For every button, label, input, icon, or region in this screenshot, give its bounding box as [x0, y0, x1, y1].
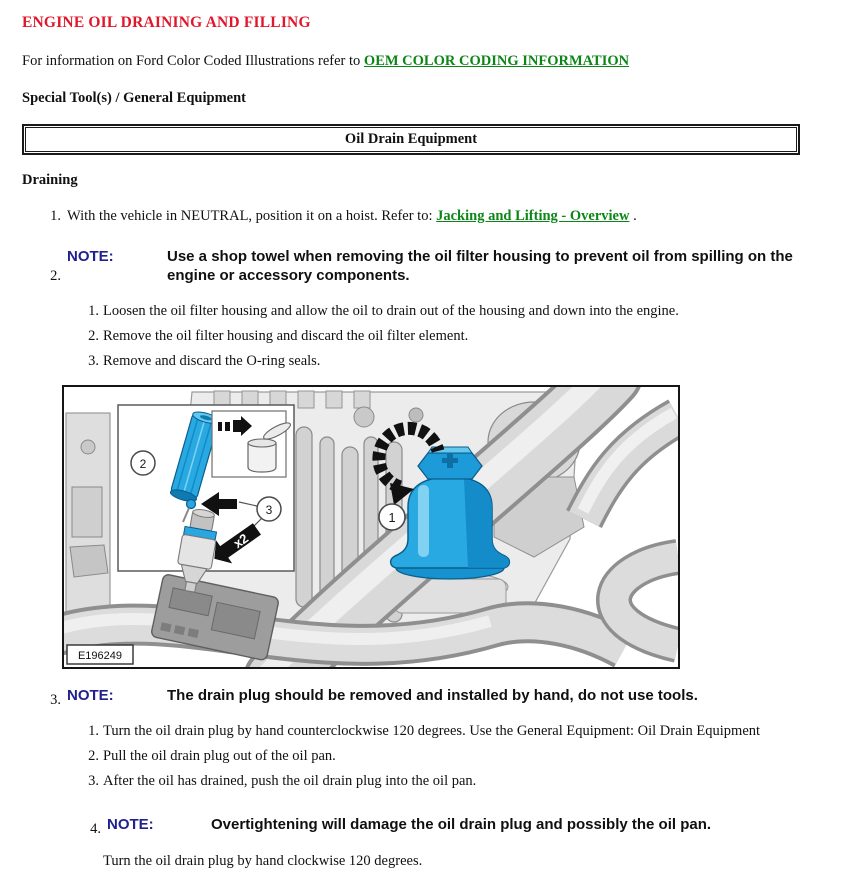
intro-text: For information on Ford Color Coded Illustrations refer to — [22, 53, 364, 69]
page-title: ENGINE OIL DRAINING AND FILLING — [22, 14, 311, 31]
step-1-text: With the vehicle in NEUTRAL, position it on a hoist. Refer to: — [67, 208, 437, 224]
list-item — [83, 723, 855, 740]
substep-text: Loosen the oil filter housing and allow the oil to drain out of the housing and down into the engine. — [103, 303, 679, 319]
step-number: 1. — [50, 208, 61, 224]
list-item — [83, 773, 855, 790]
substep-number: 3. — [88, 353, 99, 369]
svg-text:1: 1 — [388, 510, 396, 525]
svg-text:x2: x2 — [230, 530, 252, 552]
note-text: Overtightening will damage the oil drain plug and possibly the oil pan. — [211, 816, 712, 833]
substep-text: Remove and discard the O-ring seals. — [103, 353, 321, 369]
step-3 — [45, 686, 855, 708]
disposal-icon — [212, 411, 292, 477]
svg-text:2: 2 — [139, 457, 147, 471]
note-block — [67, 686, 698, 705]
equipment-name: Oil Drain Equipment — [25, 127, 797, 152]
intro-paragraph — [22, 53, 855, 70]
substep-number: 1. — [88, 303, 99, 319]
substep-number: 2. — [88, 328, 99, 344]
step-4 — [85, 815, 855, 837]
svg-text:3: 3 — [265, 503, 273, 517]
step-3-substeps — [83, 723, 855, 790]
list-item — [83, 748, 855, 765]
step-1-text-after: . — [629, 208, 637, 224]
list-item — [83, 303, 855, 320]
step-1 — [45, 208, 855, 225]
jacking-lifting-link[interactable]: Jacking and Lifting - Overview — [436, 208, 630, 224]
step-number: 4. — [90, 821, 101, 837]
special-tools-heading: Special Tool(s) / General Equipment — [22, 90, 246, 106]
substep-text: Pull the oil drain plug out of the oil pan. — [103, 748, 336, 764]
substep-text: Turn the oil drain plug by hand counterclockwise 120 degrees. Use the General Equipment: Oil Drain Equipment — [103, 723, 761, 739]
step-2-substeps — [83, 303, 855, 370]
substep-number: 2. — [88, 748, 99, 764]
substep-text: After the oil has drained, push the oil drain plug into the oil pan. — [103, 773, 477, 789]
note-label: NOTE: — [67, 687, 114, 704]
draining-heading: Draining — [22, 172, 78, 188]
note-block — [67, 247, 822, 285]
step-4-instruction: Turn the oil drain plug by hand clockwise 120 degrees. — [103, 853, 423, 869]
step-text — [67, 208, 855, 225]
svg-text:E196249: E196249 — [77, 650, 123, 662]
substep-text: Remove the oil filter housing and discard the oil filter element. — [103, 328, 469, 344]
callout-1 — [379, 504, 405, 530]
substep-number: 1. — [88, 723, 99, 739]
oil-filter-figure — [62, 385, 680, 669]
oem-color-coding-link[interactable]: OEM COLOR CODING INFORMATION — [363, 53, 630, 69]
inset-detail-box — [118, 405, 294, 594]
note-block — [107, 815, 711, 834]
substep-number: 3. — [88, 773, 99, 789]
step-number: 2. — [50, 268, 61, 284]
list-item — [83, 328, 855, 345]
figure-id-label — [67, 645, 133, 664]
note-label: NOTE: — [67, 248, 114, 265]
note-label: NOTE: — [107, 816, 154, 833]
list-item — [83, 353, 855, 370]
step-number: 3. — [50, 692, 61, 708]
note-text: Use a shop towel when removing the oil filter housing to prevent oil from spilling on the engine or accessory components. — [167, 248, 793, 284]
equipment-table — [22, 124, 800, 155]
note-text: The drain plug should be removed and installed by hand, do not use tools. — [167, 687, 698, 704]
step-2 — [45, 247, 855, 285]
